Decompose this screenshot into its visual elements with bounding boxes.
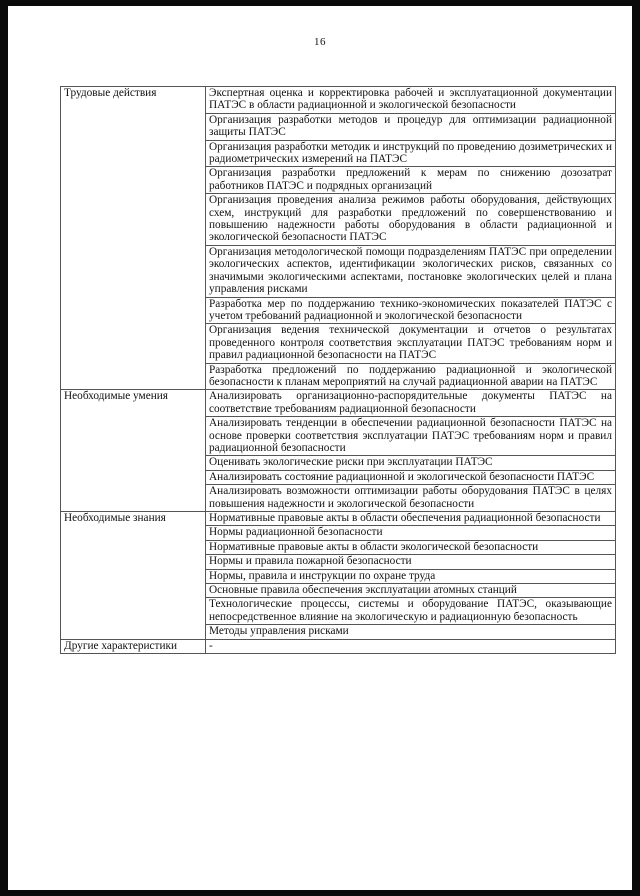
- table-cell-item: Нормы и правила пожарной безопасности: [206, 555, 616, 569]
- table-cell-item: Анализировать состояние радиационной и экологической безопасности ПАТЭС: [206, 470, 616, 484]
- table-cell-item: Разработка предложений по поддержанию радиационной и экологической безопасности к планам мероприятий на случай радиационной аварии на ПАТЭС: [206, 363, 616, 390]
- required-skills-label: Необходимые умения: [61, 390, 206, 512]
- table-cell-item: Анализировать возможности оптимизации работы оборудования ПАТЭС в целях повышения надежности и экологической безопасности: [206, 485, 616, 512]
- table-cell-item: Методы управления рисками: [206, 625, 616, 639]
- table-cell-item: Анализировать организационно-распорядительные документы ПАТЭС на соответствие требованиям радиационной безопасности: [206, 390, 616, 417]
- competency-table: [60, 86, 616, 654]
- table-cell-item: Организация разработки методов и процедур для оптимизации радиационной защиты ПАТЭС: [206, 113, 616, 140]
- table-cell-item: Организация ведения технической документации и отчетов о результатах проведенного контроля соответствия эксплуатации ПАТЭС требованиям норм и правил радиационной безопасности на ПАТЭС: [206, 324, 616, 363]
- table-cell-item: -: [206, 639, 616, 653]
- table-row: [61, 390, 616, 417]
- table-cell-item: Нормативные правовые акты в области экологической безопасности: [206, 540, 616, 554]
- labor-actions-label: Трудовые действия: [61, 87, 206, 390]
- table-cell-item: Разработка мер по поддержанию технико-экономических показателей ПАТЭС с учетом требований радиационной и экологической безопасности: [206, 297, 616, 324]
- other-characteristics-label: Другие характеристики: [61, 639, 206, 653]
- table-cell-item: Нормативные правовые акты в области обеспечения радиационной безопасности: [206, 512, 616, 526]
- table-cell-item: Организация методологической помощи подразделениям ПАТЭС при определении экологических аспектов, идентификации экологических рисков, связанных со значимыми экологическими аспектами, постановке экологических целей и плана управления рисками: [206, 245, 616, 297]
- table-cell-item: Организация разработки методик и инструкций по проведению дозиметрических и радиометрических измерений на ПАТЭС: [206, 140, 616, 167]
- table-cell-item: Нормы, правила и инструкции по охране труда: [206, 569, 616, 583]
- table-cell-item: Нормы радиационной безопасности: [206, 526, 616, 540]
- table-cell-item: Организация разработки предложений к мерам по снижению дозозатрат работников ПАТЭС и подрядных организаций: [206, 167, 616, 194]
- table-row: [61, 512, 616, 526]
- table-cell-item: Экспертная оценка и корректировка рабочей и эксплуатационной документации ПАТЭС в области радиационной и экологической безопасности: [206, 87, 616, 114]
- table-cell-item: Основные правила обеспечения эксплуатации атомных станций: [206, 584, 616, 598]
- table-cell-item: Технологические процессы, системы и оборудование ПАТЭС, оказывающие непосредственное влияние на экологическую и радиационную безопасность: [206, 598, 616, 625]
- required-knowledge-label: Необходимые знания: [61, 512, 206, 640]
- table-row: [61, 87, 616, 114]
- table-row: [61, 639, 616, 653]
- table-cell-item: Оценивать экологические риски при эксплуатации ПАТЭС: [206, 456, 616, 470]
- table-body: [61, 87, 616, 654]
- document-page: [8, 6, 632, 890]
- page-number: 16: [314, 36, 326, 48]
- table-cell-item: Анализировать тенденции в обеспечении радиационной безопасности ПАТЭС на основе проверки соответствия эксплуатации ПАТЭС требованиям норм и правил радиационной безопасности: [206, 417, 616, 456]
- table-cell-item: Организация проведения анализа режимов работы оборудования, действующих схем, инструкций для разработки предложений по совершенствованию и повышению надежности работы оборудования в области радиационной и экологической безопасности ПАТЭС: [206, 194, 616, 246]
